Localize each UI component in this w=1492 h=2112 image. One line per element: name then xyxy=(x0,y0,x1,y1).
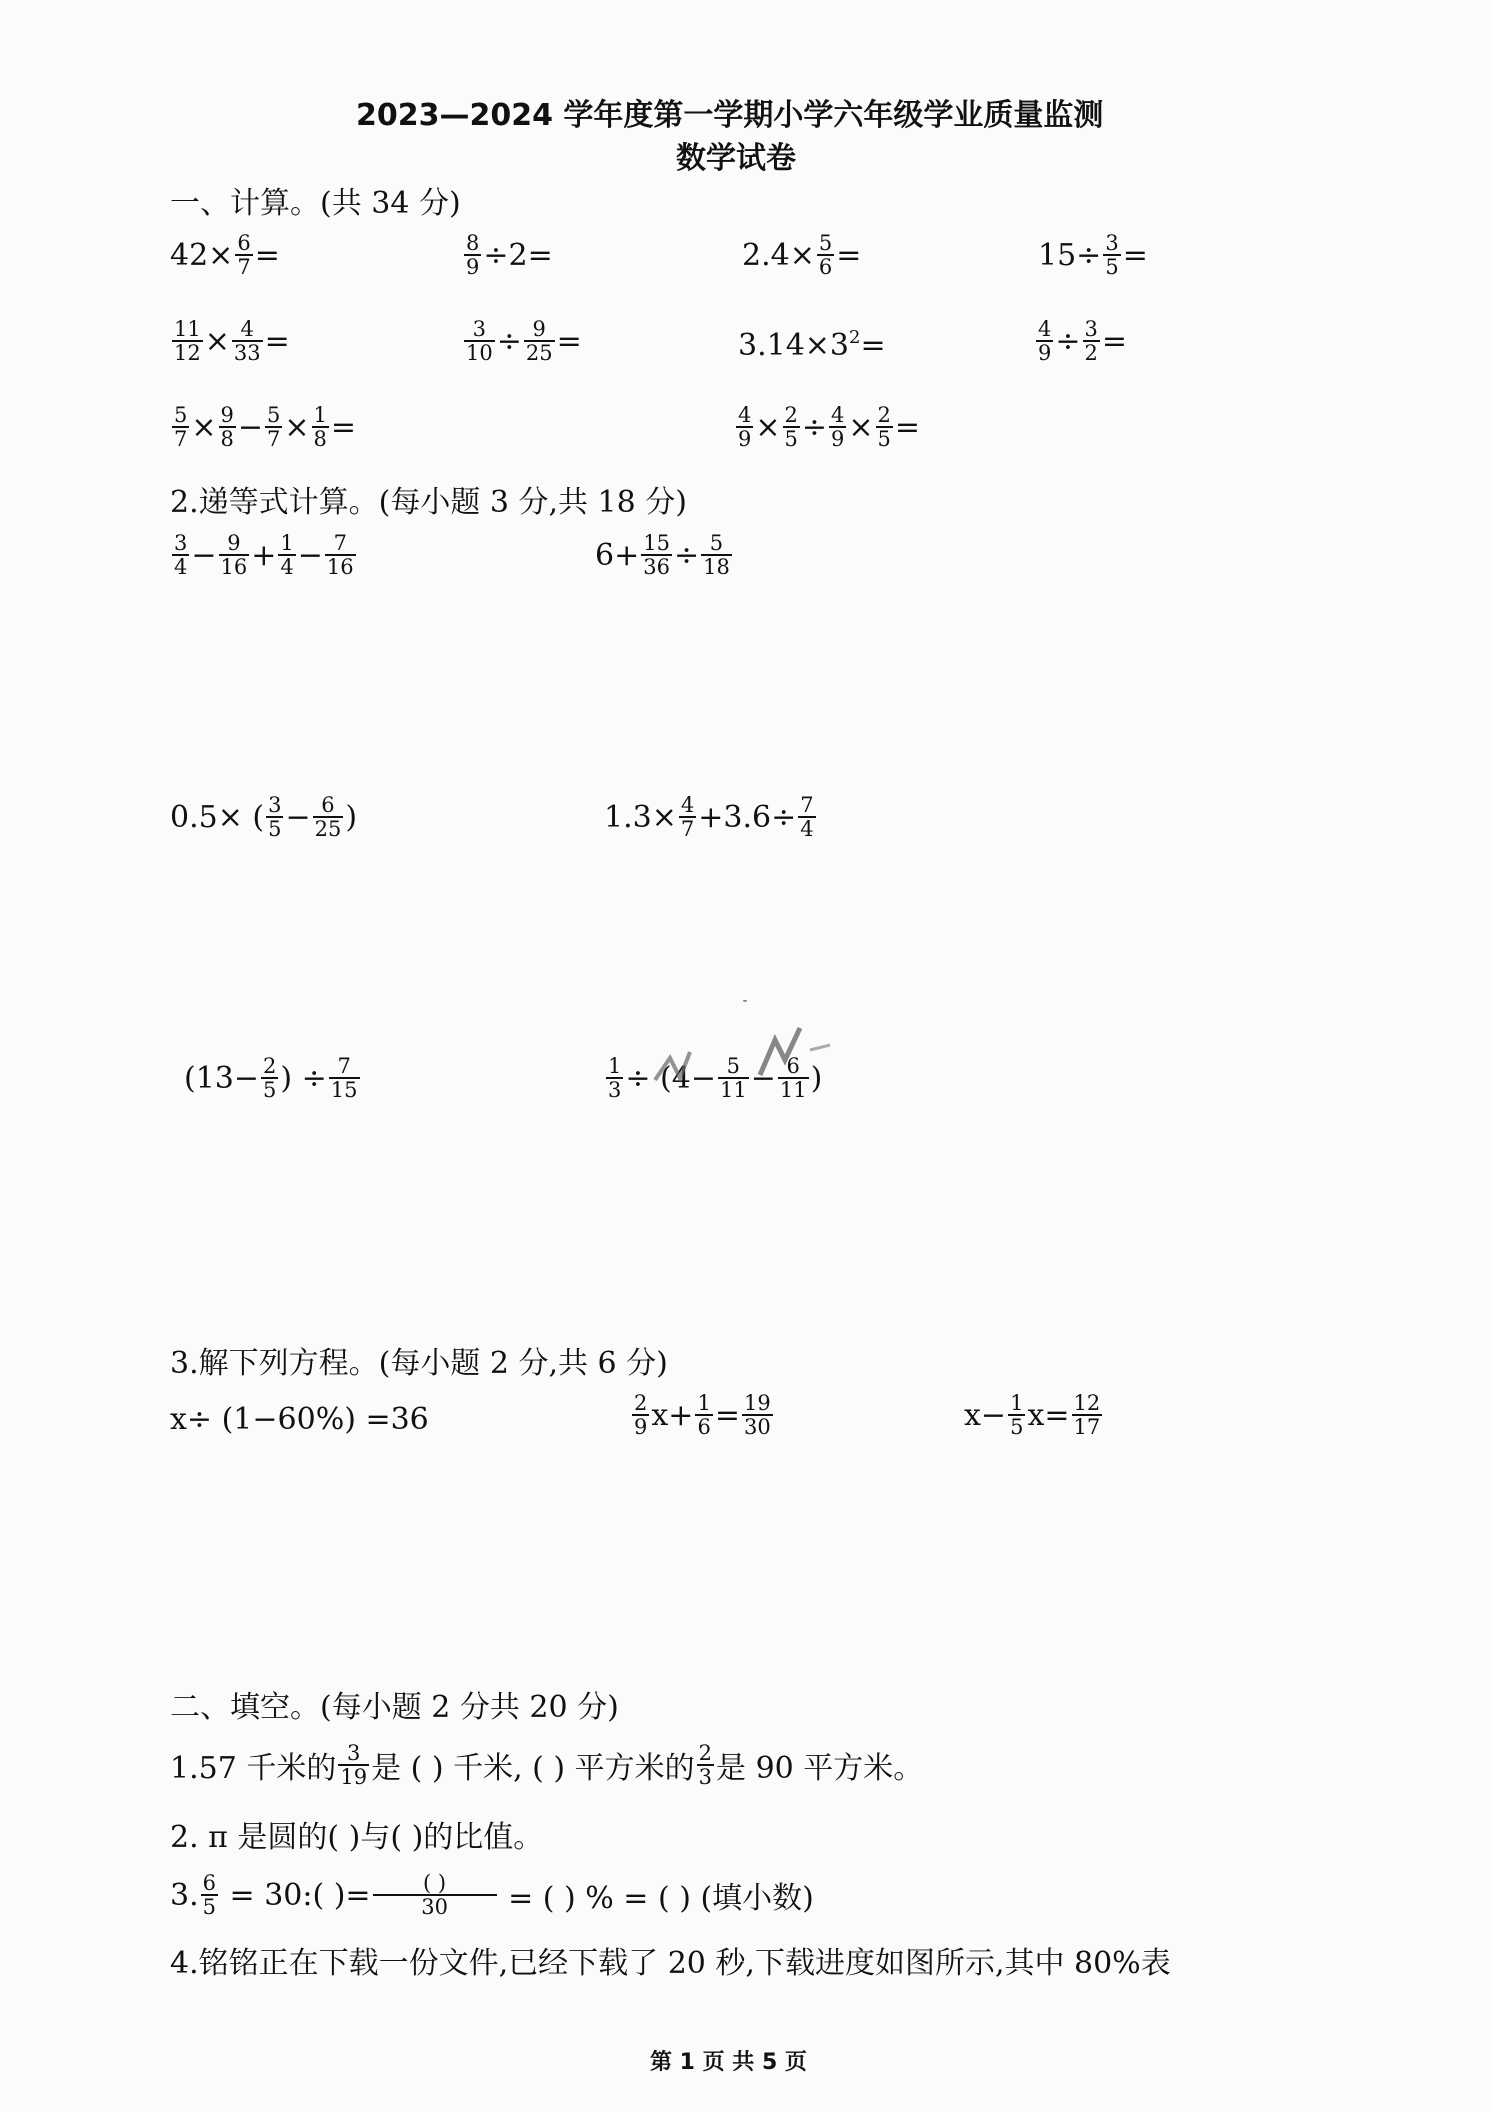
numerator: 6 xyxy=(786,1054,800,1078)
pencil-scribble-mark xyxy=(600,1000,860,1120)
operator: × xyxy=(204,323,230,359)
numerator: 2 xyxy=(698,1741,713,1765)
operator: × xyxy=(191,409,217,445)
denominator: 12 xyxy=(174,341,201,365)
text: 是 90 平方米。 xyxy=(716,1751,924,1786)
text: = xyxy=(894,409,921,445)
fraction xyxy=(329,1055,360,1101)
numerator: 9 xyxy=(227,531,241,555)
problem-2-4 xyxy=(1034,318,1127,364)
operator: − xyxy=(237,409,264,445)
numerator: 7 xyxy=(337,1054,351,1078)
operator: × xyxy=(284,409,310,445)
operator: − xyxy=(191,537,217,573)
numerator: 6 xyxy=(321,793,335,817)
text: 0.5× ( xyxy=(170,799,265,835)
fraction xyxy=(1072,1392,1103,1438)
problem-1-4 xyxy=(1038,232,1148,278)
fraction xyxy=(641,532,672,578)
fraction xyxy=(235,232,252,278)
fraction xyxy=(1008,1392,1025,1438)
text: = xyxy=(1101,323,1128,359)
numerator: 1 xyxy=(313,403,327,427)
fraction xyxy=(632,1392,649,1438)
fraction xyxy=(338,1742,369,1788)
problem-3-1 xyxy=(170,404,356,450)
numerator: ( ) xyxy=(423,1871,447,1895)
numerator: 5 xyxy=(726,1054,741,1078)
stepwise-problem-3 xyxy=(170,794,357,840)
denominator: 5 xyxy=(202,1895,216,1919)
fraction xyxy=(313,794,344,840)
operator: ÷ xyxy=(673,537,700,573)
text: = xyxy=(1122,237,1148,273)
denominator: 25 xyxy=(525,341,553,365)
operator: − xyxy=(750,1060,776,1096)
numerator: 11 xyxy=(174,317,201,341)
exam-title: 2023—2024 学年度第一学期小学六年级学业质量监测 xyxy=(356,98,1104,133)
numerator: 1 xyxy=(608,1054,622,1078)
fraction xyxy=(201,1872,218,1918)
numerator: 2 xyxy=(634,1391,648,1415)
fraction xyxy=(373,1872,497,1918)
text: ) xyxy=(810,1060,823,1096)
numerator: 4 xyxy=(1038,317,1052,341)
text: 1.3× xyxy=(604,799,677,835)
denominator: 11 xyxy=(719,1078,747,1102)
fraction xyxy=(1083,318,1100,364)
numerator: 4 xyxy=(680,793,695,817)
denominator: 5 xyxy=(877,427,891,451)
denominator: 9 xyxy=(831,427,845,451)
denominator: 9 xyxy=(738,427,752,451)
text: 1.57 千米的 xyxy=(170,1751,337,1786)
text: x− xyxy=(964,1397,1007,1433)
text: = ( ) % = ( ) (填小数) xyxy=(498,1881,814,1916)
numerator: 3 xyxy=(174,531,188,555)
denominator: 8 xyxy=(220,427,234,451)
exponent: 2 xyxy=(849,327,861,348)
problem-1-2 xyxy=(462,232,553,278)
fraction xyxy=(172,318,203,364)
denominator: 9 xyxy=(466,255,480,279)
fill-question-2: 2. π 是圆的( )与( )的比值。 xyxy=(170,1820,544,1855)
numerator: 9 xyxy=(220,403,234,427)
operator: = xyxy=(714,1397,740,1433)
numerator: 4 xyxy=(738,403,752,427)
problem-1-3 xyxy=(742,232,861,278)
denominator: 8 xyxy=(313,427,327,451)
numerator: 7 xyxy=(800,793,814,817)
denominator: 5 xyxy=(784,427,798,451)
denominator: 4 xyxy=(174,555,188,579)
stepwise-problem-5 xyxy=(184,1055,362,1101)
page-number: 第 1 页 共 5 页 xyxy=(650,2050,807,2075)
problem-1-1 xyxy=(170,232,280,278)
numerator: 3 xyxy=(268,793,282,817)
fraction xyxy=(172,404,189,450)
fraction xyxy=(817,232,834,278)
numerator: 2 xyxy=(877,403,891,427)
text: = xyxy=(330,409,357,445)
denominator: 4 xyxy=(800,817,814,841)
text: 42× xyxy=(170,237,234,273)
denominator: 7 xyxy=(174,427,188,451)
denominator: 5 xyxy=(268,817,282,841)
numerator: 15 xyxy=(643,531,670,555)
numerator: 2 xyxy=(784,403,798,427)
operator: ÷ xyxy=(1055,323,1081,359)
operator: × xyxy=(755,409,781,445)
text: ÷2= xyxy=(483,237,553,273)
denominator: 33 xyxy=(233,341,261,365)
section-fill-heading: 二、填空。(每小题 2 分共 20 分) xyxy=(170,1690,619,1725)
denominator: 17 xyxy=(1073,1415,1101,1439)
fraction xyxy=(829,404,846,450)
numerator: 5 xyxy=(174,403,188,427)
fraction xyxy=(742,1392,773,1438)
numerator: 5 xyxy=(818,231,833,255)
fraction xyxy=(261,1055,278,1101)
stepwise-problem-4 xyxy=(604,794,818,840)
text: = xyxy=(556,323,582,359)
fill-question-4: 4.铭铭正在下载一份文件,已经下载了 20 秒,下载进度如图所示,其中 80%表 xyxy=(170,1946,1171,1981)
fraction xyxy=(798,794,815,840)
numerator: 7 xyxy=(333,531,347,555)
section-calculation-heading: 一、计算。(共 34 分) xyxy=(170,186,461,221)
denominator: 6 xyxy=(697,1415,711,1439)
fraction xyxy=(701,532,732,578)
denominator: 6 xyxy=(818,255,833,279)
numerator: 5 xyxy=(709,531,724,555)
numerator: 4 xyxy=(831,403,845,427)
fraction xyxy=(219,404,236,450)
denominator: 15 xyxy=(330,1078,358,1102)
denominator: 18 xyxy=(703,555,730,579)
denominator: 11 xyxy=(779,1078,807,1102)
denominator: 5 xyxy=(1105,255,1119,279)
operator: − xyxy=(297,537,323,573)
fraction xyxy=(464,318,495,364)
text: = xyxy=(254,237,280,273)
fraction xyxy=(219,532,250,578)
fraction xyxy=(697,1742,714,1788)
denominator: 16 xyxy=(220,555,248,579)
denominator: 10 xyxy=(466,341,493,365)
numerator: 3 xyxy=(1105,231,1119,255)
text: 3.14×3 xyxy=(738,328,850,363)
fraction xyxy=(876,404,893,450)
numerator: 9 xyxy=(532,317,546,341)
text: = xyxy=(264,323,290,359)
numerator: 3 xyxy=(347,1741,361,1765)
problem-2-3 xyxy=(738,328,886,363)
fraction xyxy=(679,794,696,840)
stepwise-problem-2 xyxy=(595,532,734,578)
denominator: 5 xyxy=(1010,1415,1024,1439)
operator: ÷ xyxy=(801,409,828,445)
equation-3 xyxy=(964,1392,1104,1438)
numerator: 3 xyxy=(1084,317,1098,341)
fraction xyxy=(232,318,263,364)
denominator: 9 xyxy=(634,1415,648,1439)
equation-2 xyxy=(630,1392,775,1438)
problem-3-2 xyxy=(734,404,920,450)
text: 15÷ xyxy=(1038,237,1102,273)
numerator: 6 xyxy=(202,1871,216,1895)
denominator: 3 xyxy=(608,1078,622,1102)
fraction xyxy=(1103,232,1120,278)
fraction xyxy=(265,404,282,450)
text: = xyxy=(860,328,886,363)
text: 2.4× xyxy=(742,237,815,273)
fraction xyxy=(172,532,189,578)
operator: ÷ xyxy=(496,323,522,359)
denominator: 25 xyxy=(314,817,342,841)
fraction xyxy=(783,404,800,450)
text: = 30:( )= xyxy=(220,1877,371,1913)
text: ) ÷ xyxy=(280,1060,327,1096)
text: ÷ (4− xyxy=(625,1060,716,1096)
numerator: 6 xyxy=(237,231,251,255)
text: = xyxy=(836,237,862,273)
numerator: 8 xyxy=(466,231,480,255)
denominator: 30 xyxy=(743,1415,771,1439)
text: +3.6÷ xyxy=(698,799,797,835)
numerator: 1 xyxy=(280,531,294,555)
denominator: 7 xyxy=(680,817,695,841)
numerator: 12 xyxy=(1073,1391,1101,1415)
text: x= xyxy=(1027,1397,1070,1433)
fraction xyxy=(1036,318,1053,364)
text: 6+ xyxy=(595,537,640,573)
numerator: 19 xyxy=(743,1391,771,1415)
operator: + xyxy=(251,537,277,573)
exam-subtitle: 数学试卷 xyxy=(676,141,796,176)
numerator: 1 xyxy=(697,1391,711,1415)
denominator: 3 xyxy=(698,1765,713,1789)
numerator: 3 xyxy=(472,317,487,341)
denominator: 30 xyxy=(373,1894,497,1918)
text: (13− xyxy=(184,1060,260,1096)
denominator: 36 xyxy=(643,555,670,579)
equation-1 xyxy=(170,1402,429,1437)
fraction xyxy=(695,1392,712,1438)
denominator: 2 xyxy=(1084,341,1098,365)
problem-2-2 xyxy=(462,318,582,364)
fill-question-1 xyxy=(170,1742,923,1788)
numerator: 5 xyxy=(267,403,281,427)
text: ) xyxy=(345,799,358,835)
section-stepwise-heading: 2.递等式计算。(每小题 3 分,共 18 分) xyxy=(170,485,687,520)
fraction xyxy=(325,532,356,578)
stepwise-problem-1 xyxy=(170,532,358,578)
operator: × xyxy=(848,409,874,445)
denominator: 5 xyxy=(263,1078,277,1102)
text: 3. xyxy=(170,1877,199,1913)
fraction xyxy=(524,318,555,364)
operator: − xyxy=(285,799,311,835)
fill-question-3 xyxy=(170,1872,814,1918)
denominator: 9 xyxy=(1038,341,1052,365)
fraction xyxy=(736,404,753,450)
numerator: 4 xyxy=(240,317,254,341)
problem-2-1 xyxy=(170,318,290,364)
denominator: 16 xyxy=(326,555,354,579)
text: x+ xyxy=(651,1397,694,1433)
denominator: 19 xyxy=(340,1765,368,1789)
fraction xyxy=(266,794,283,840)
text: x÷ (1−60%) =36 xyxy=(170,1402,429,1437)
denominator: 7 xyxy=(237,255,251,279)
numerator: 1 xyxy=(1010,1391,1024,1415)
numerator: 2 xyxy=(263,1054,277,1078)
section-equation-heading: 3.解下列方程。(每小题 2 分,共 6 分) xyxy=(170,1346,668,1381)
fraction xyxy=(464,232,481,278)
fraction xyxy=(278,532,295,578)
text: 是 ( ) 千米, ( ) 平方米的 xyxy=(371,1751,695,1786)
denominator: 7 xyxy=(267,427,281,451)
fraction xyxy=(312,404,329,450)
denominator: 4 xyxy=(280,555,294,579)
